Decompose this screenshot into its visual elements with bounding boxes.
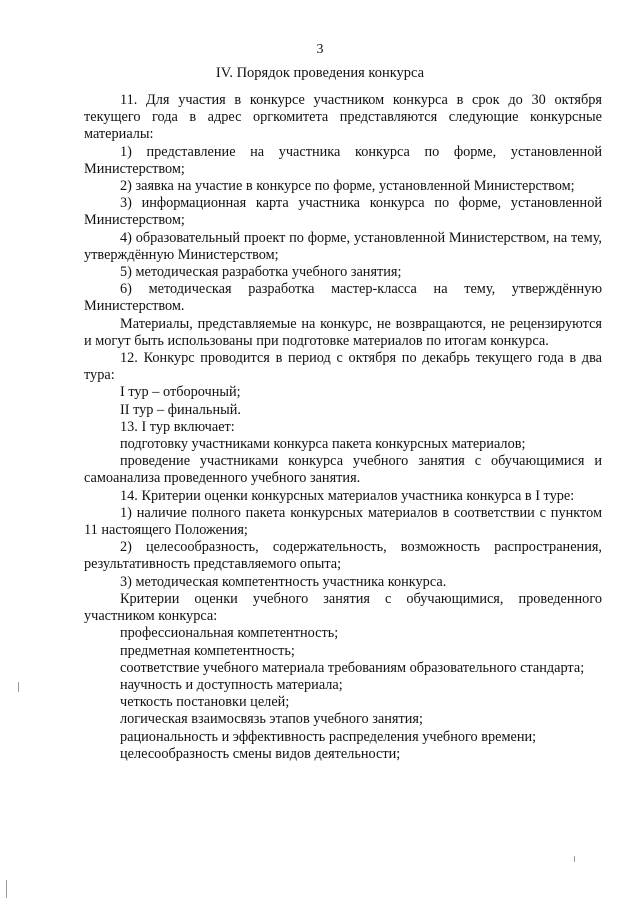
lesson-criterion-4: научность и доступность материала; <box>120 676 343 693</box>
criteria-item-3: 3) методическая компетентность участника конкурса. <box>120 573 447 590</box>
criteria-item-1: 1) наличие полного пакета конкурсных материалов в соответствии с пунктом 11 настоящего Положения; <box>84 504 602 539</box>
lesson-criterion-2: предметная компетентность; <box>120 642 295 659</box>
section-heading: IV. Порядок проведения конкурса <box>215 65 425 81</box>
lesson-criterion-6: логическая взаимосвязь этапов учебного занятия; <box>120 711 423 728</box>
tour-2: II тур – финальный. <box>120 401 241 418</box>
lesson-criterion-1: профессиональная компетентность; <box>120 625 339 642</box>
lesson-criterion-7: рациональность и эффективность распределения учебного времени; <box>120 728 537 745</box>
scan-artifact-bottom-left <box>6 880 7 898</box>
paragraph-13: 13. I тур включает: <box>120 418 235 435</box>
lesson-criteria-intro: Критерии оценки учебного занятия с обучающимися, проведенного участником конкурса: <box>84 590 602 625</box>
paragraph-12: 12. Конкурс проводится в период с октября по декабрь текущего года в два тура: <box>84 350 602 384</box>
scan-artifact-left <box>18 682 19 692</box>
tour-1: I тур – отборочный; <box>120 384 241 401</box>
list-item-2: 2) заявка на участие в конкурсе по форме, установленной Министерством; <box>120 178 575 195</box>
tour-1-item-1: подготовку участниками конкурса пакета конкурсных материалов; <box>120 436 526 453</box>
lesson-criterion-5: четкость постановки целей; <box>120 694 290 711</box>
list-item-1: 1) представление на участника конкурса по форме, установленной Министерством; <box>84 143 602 177</box>
lesson-criterion-8: целесообразность смены видов деятельности; <box>120 745 401 762</box>
document-body <box>84 92 602 763</box>
materials-note: Материалы, представляемые на конкурс, не возвращаются, не рецензируются и могут быть использованы при подготовке материалов по итогам конкурса. <box>84 315 602 349</box>
list-item-3: 3) информационная карта участника конкурса по форме, установленной Министерством; <box>84 195 602 229</box>
page-number: 3 <box>316 42 324 57</box>
paragraph-11: 11. Для участия в конкурсе участником конкурса в срок до 30 октября текущего года в адрес оргкомитета представляются следующие конкурсные материалы: <box>84 92 602 143</box>
list-item-5: 5) методическая разработка учебного занятия; <box>120 264 402 281</box>
paragraph-14: 14. Критерии оценки конкурсных материалов участника конкурса в I туре: <box>120 487 575 504</box>
list-item-4: 4) образовательный проект по форме, установленной Министерством, на тему, утверждённую Министерством; <box>84 229 602 263</box>
lesson-criterion-3: соответствие учебного материала требованиям образовательного стандарта; <box>120 659 585 676</box>
tour-1-item-2: проведение участниками конкурса учебного занятия с обучающимися и самоанализа проведенного учебного занятия. <box>84 453 602 487</box>
list-item-6: 6) методическая разработка мастер-класса на тему, утверждённую Министерством. <box>84 281 602 315</box>
scan-artifact-right <box>574 856 575 862</box>
criteria-item-2: 2) целесообразность, содержательность, возможность распространения, результативность представляемого опыта; <box>84 539 602 573</box>
